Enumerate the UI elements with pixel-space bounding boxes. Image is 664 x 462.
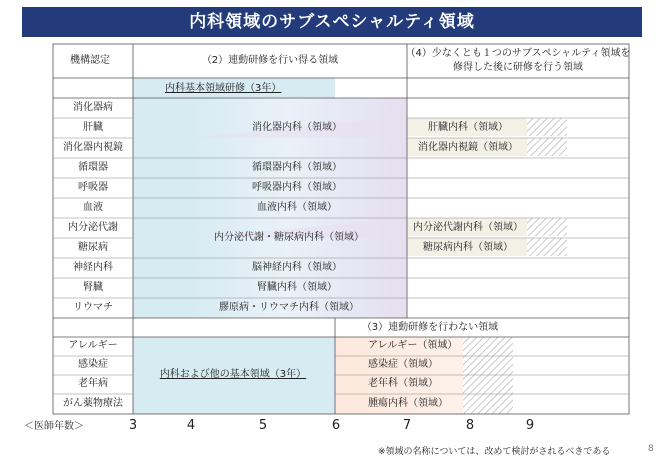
axis-year-5: 5 xyxy=(258,418,268,433)
row-label-neurology: 神経内科 xyxy=(73,262,113,273)
row-label-cardio: 循環器 xyxy=(78,162,108,173)
non-linked-area-oncology: 腫瘍内科（領域） xyxy=(368,398,448,409)
after-sub-area-endocrine: 内分泌代謝内科（領域） xyxy=(413,222,523,233)
row-label-diabetes: 糖尿病 xyxy=(78,242,108,253)
header-after-sub-line1: （4）少なくとも１つのサブスペシャルティ領域を xyxy=(405,48,631,59)
header-certification: 機構認定 xyxy=(70,55,110,66)
row-label-blood: 血液 xyxy=(83,202,103,213)
page-title: 内科領域のサブスペシャルティ領域 xyxy=(22,7,642,37)
page-number: 8 xyxy=(648,444,654,454)
linked-area-cardio: 循環器内科（領域） xyxy=(252,162,342,173)
axis-year-8: 8 xyxy=(465,418,475,433)
linked-area-blood: 血液内科（領域） xyxy=(257,202,337,213)
after-sub-area-diabetes: 糖尿病内科（領域） xyxy=(423,242,513,253)
row-label-infection: 感染症 xyxy=(78,359,108,370)
linked-area-respiratory: 呼吸器内科（領域） xyxy=(252,182,342,193)
header-linked-areas: （2）連動研修を行い得る領域 xyxy=(201,55,339,66)
basic-training-label: 内科基本領域研修（3年） xyxy=(165,83,282,94)
non-linked-area-geriatric: 老年科（領域） xyxy=(368,378,438,389)
row-label-oncology: がん薬物療法 xyxy=(63,398,123,409)
axis-label: ＜医師年数＞ xyxy=(24,421,84,432)
row-label-respiratory: 呼吸器 xyxy=(78,182,108,193)
row-label-rheumatology: リウマチ xyxy=(73,302,113,313)
non-linked-header: （3）連動研修を行わない領域 xyxy=(361,322,499,333)
row-label-geriatric: 老年病 xyxy=(78,378,108,389)
after-sub-area-endoscopy: 消化器内視鏡（領域） xyxy=(418,142,518,153)
non-linked-area-infection: 感染症（領域） xyxy=(368,359,438,370)
axis-year-6: 6 xyxy=(331,418,341,433)
linked-area-endocrine: 内分泌代謝・糖尿病内科（領域） xyxy=(214,232,364,243)
row-label-endoscopy: 消化器内視鏡 xyxy=(63,142,123,153)
axis-year-9: 9 xyxy=(525,418,535,433)
linked-area-rheumatology: 膠原病・リウマチ内科（領域） xyxy=(219,302,359,313)
row-label-allergy: アレルギー xyxy=(68,340,118,351)
row-label-endocrine: 内分泌代謝 xyxy=(68,222,118,233)
row-label-kidney: 腎臓 xyxy=(83,282,103,293)
after-sub-area-liver: 肝臓内科（領域） xyxy=(428,122,508,133)
linked-area-neurology: 脳神経内科（領域） xyxy=(252,262,342,273)
axis-year-4: 4 xyxy=(186,418,196,433)
row-label-gastro: 消化器病 xyxy=(73,102,113,113)
axis-year-7: 7 xyxy=(402,418,412,433)
non-linked-area-allergy: アレルギー（領域） xyxy=(368,340,458,351)
footnote: ※領域の名称については、改めて検討がされるべきである xyxy=(378,447,611,457)
linked-area-gastro: 消化器内科（領域） xyxy=(252,122,342,133)
axis-year-3: 3 xyxy=(128,418,138,433)
row-label-liver: 肝臓 xyxy=(83,122,103,133)
linked-area-kidney: 腎臓内科（領域） xyxy=(257,282,337,293)
other-basic-label: 内科および他の基本領域（3年） xyxy=(159,369,307,380)
header-after-sub-line2: 修得した後に研修を行う領域 xyxy=(453,62,583,73)
